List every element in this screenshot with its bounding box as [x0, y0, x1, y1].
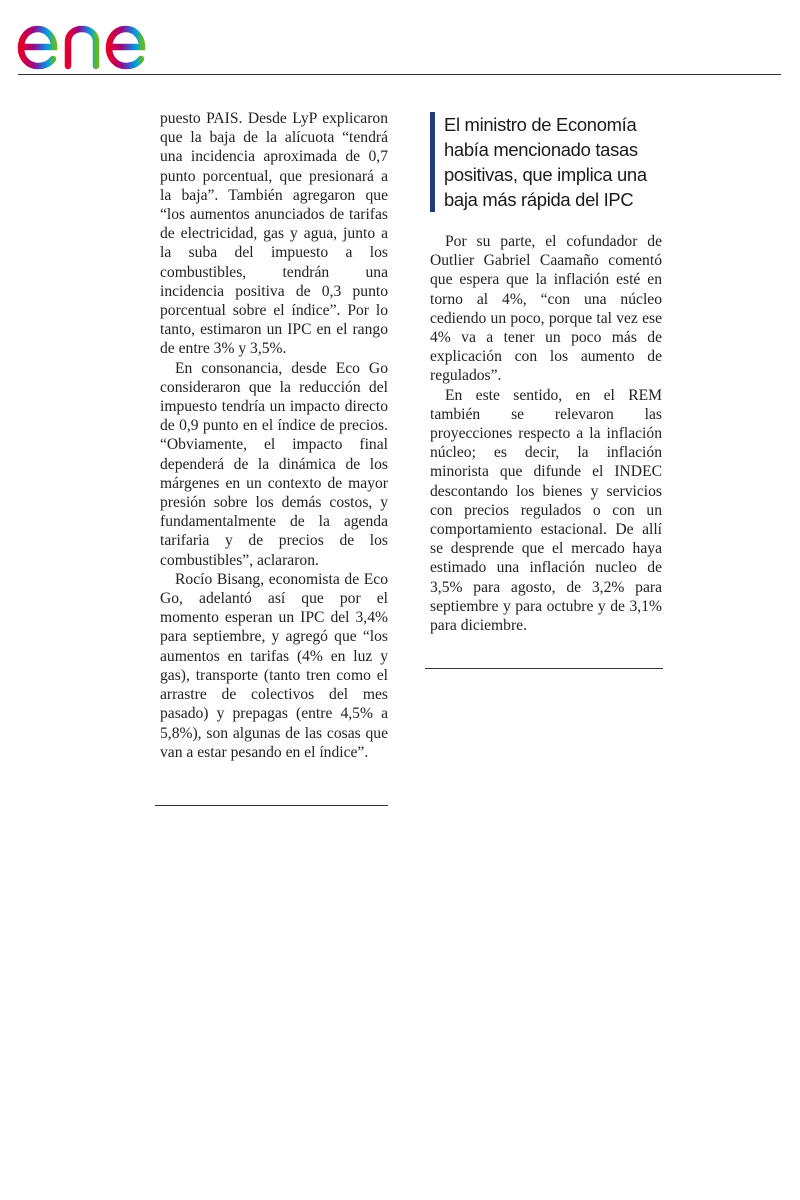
paragraph: Rocío Bisang, economista de Eco Go, adelantó así que por el momento esperan un IPC del 3,4% para septiembre, y agregó que “los aumentos en tarifas (4% en luz y gas), transporte (tanto tren como el arrastre de colectivos del mes pasado) y prepagas (entre 4,5% a 5,8%), son algunas de las cosas que van a estar pesando en el índice”. — [160, 570, 388, 761]
paragraph: Por su parte, el cofundador de Outlier Gabriel Caamaño comentó que espera que la inflación esté en torno al 4%, “con una núcleo cediendo un poco, porque tal vez ese 4% va a tener un poco más de explicación con los aumento de regulados”. — [430, 233, 662, 385]
paragraph: puesto PAIS. Desde LyP explicaron que la baja de la alícuota “tendrá una incidencia aproximada de 0,7 punto porcentual, que presionará a la baja”. También agregaron que “los aumentos anunciados de tarifas de electricidad, gas y agua, junto a la suba del impuesto a los combustibles, tendrán una incidencia positiva de 0,3 punto porcentual sobre el índice”. Por lo tanto, estimaron un IPC en el rango de entre 3% y 3,5%. — [160, 110, 388, 358]
column-end-rule — [425, 668, 663, 669]
enel-logo — [14, 6, 184, 72]
article-subheadline: El ministro de Economía había mencionado tasas positivas, que implica una baja más rápida del IPC — [430, 112, 684, 212]
paragraph: En este sentido, en el REM también se relevaron las proyecciones respecto a la inflación núcleo; es decir, la inflación minorista que difunde el INDEC descontando los bienes y servicios con precios regulados o con un comportamiento estacional. De allí se desprende que el mercado haya estimado una inflación nucleo de 3,5% para agosto, de 3,2% para septiembre y para octubre y de 3,1% para diciembre. — [430, 386, 662, 635]
column-end-rule — [155, 805, 388, 806]
paragraph: En consonancia, desde Eco Go consideraron que la reducción del impuesto tendría un impacto directo de 0,9 punto en el índice de precios. “Obviamente, el impacto final dependerá de la dinámica de los márgenes en un contexto de mayor presión sobre los demás costos, y fundamentalmente de la agenda tarifaria y de precios de los combustibles”, aclararon. — [160, 359, 388, 569]
header-divider — [18, 74, 781, 75]
article-left-column — [160, 109, 388, 762]
article-right-column — [430, 232, 662, 635]
